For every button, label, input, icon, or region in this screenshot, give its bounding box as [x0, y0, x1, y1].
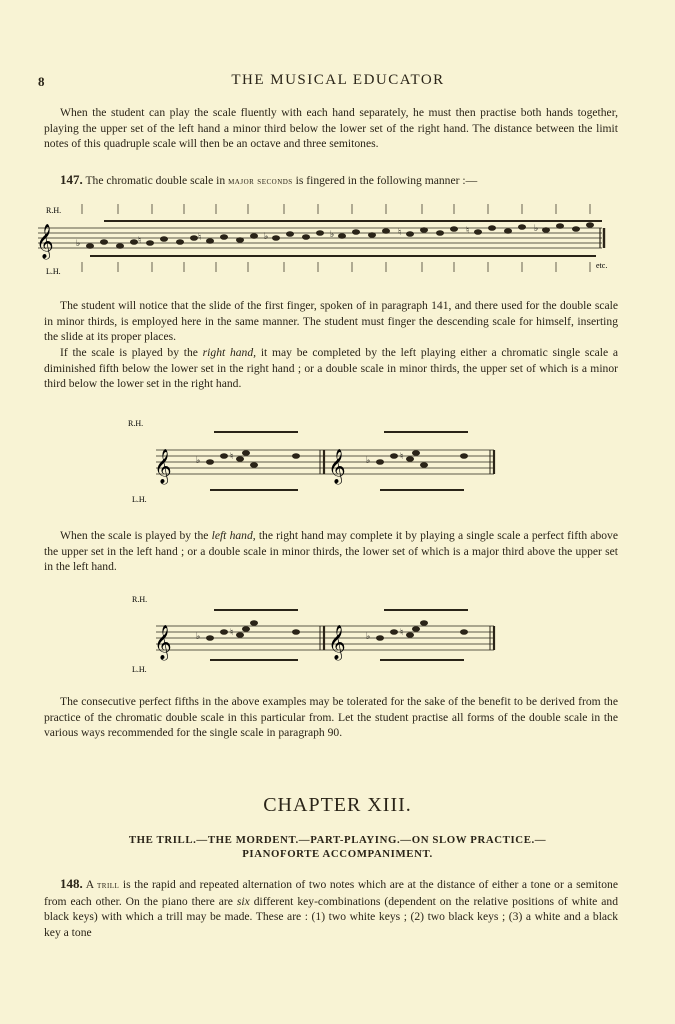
paragraph-text: A: [85, 878, 94, 891]
accidentals: [196, 451, 403, 465]
svg-text:♮: ♮: [466, 225, 470, 235]
svg-text:♮: ♮: [230, 451, 234, 461]
treble-clef-icon: 𝄞: [154, 626, 172, 659]
svg-text:♭: ♭: [76, 238, 81, 248]
svg-text:♭: ♭: [366, 455, 371, 465]
treble-clef-icon: 𝄞: [328, 450, 346, 483]
subheading-line: THE TRILL.—THE MORDENT.—PART-PLAYING.—ON SLOW PRACTICE.—: [128, 834, 547, 846]
notes: [86, 222, 594, 249]
paragraph-text: is fingered in the following manner :—: [295, 174, 478, 187]
svg-text:♭: ♭: [264, 231, 269, 241]
paragraph-consecutive-fifths: The consecutive perfect fifths in the above examples may be tolerated for the sake of the benefit to be derived from the practice of the chromatic double scale in this particular from. Let the student practise all forms of the double scale in the various ways recommended for the single scale in paragraph 90.: [44, 695, 618, 740]
paragraph-small-caps: trill: [97, 880, 120, 891]
left-hand-label: L.H.: [132, 495, 147, 504]
paragraph-text: is the rapid and repeated alternation of two notes which are at the distance of either a tone or a semitone from each other. On the piano there are: [44, 878, 618, 908]
running-head: THE MUSICAL EDUCATOR: [231, 72, 445, 88]
left-hand-label: L.H.: [46, 267, 61, 276]
paragraph-italic: six: [236, 894, 250, 908]
paragraph-text: If the scale is played by the: [60, 346, 198, 359]
right-hand-label: R.H.: [132, 595, 148, 604]
right-hand-label: R.H.: [46, 206, 62, 215]
treble-clef-icon: 𝄞: [36, 225, 54, 258]
paragraph-number: 147.: [60, 172, 83, 187]
treble-clef-icon: 𝄞: [154, 450, 172, 483]
paragraph-left-hand: [44, 528, 618, 575]
music-example-left-hand: [128, 588, 508, 680]
svg-text:♮: ♮: [400, 451, 404, 461]
paragraph-small-caps: major seconds: [228, 176, 293, 187]
paragraph-text: it may be completed by the left playing either a chromatic single scale a diminished fifth below the lower set in the right hand ; or a double scale in minor thirds, the upper set of which is a minor third below the lower set in the right hand.: [44, 346, 618, 391]
paragraph-147: [44, 172, 618, 190]
etc-label: etc.: [596, 261, 608, 270]
chapter-title: CHAPTER XIII.: [263, 794, 412, 816]
right-hand-label: R.H.: [128, 419, 144, 428]
svg-text:♮: ♮: [198, 232, 202, 242]
paragraph-italic: right hand,: [202, 346, 257, 359]
page-header: [38, 70, 638, 90]
paragraph-slide: The student will notice that the slide of the first finger, spoken of in paragraph 141, and there used for the double scale in minor thirds, is employed here in the same manner. The student must finger the descending scale for himself, inserting the slide at its proper places.: [44, 299, 618, 344]
svg-text:♭: ♭: [196, 631, 201, 641]
svg-text:♭: ♭: [366, 631, 371, 641]
paragraph-text: The chromatic double scale in: [85, 174, 226, 187]
left-hand-label: L.H.: [132, 665, 147, 674]
svg-text:♭: ♭: [330, 229, 335, 239]
paragraph-hands-together: When the student can play the scale fluently with each hand separately, he must then practise both hands together, playing the upper set of the left hand a minor third below the lower set of the right hand. The distance between the limit notes of this quadruple scale will then be an octave and three semitones.: [44, 106, 618, 151]
paragraph-text: When the scale is played by the: [60, 529, 209, 542]
chapter-subheading: [60, 833, 615, 861]
page-number: 8: [38, 74, 45, 89]
music-example-chromatic-scale: [34, 196, 624, 278]
svg-text:♮: ♮: [230, 627, 234, 637]
svg-text:♮: ♮: [138, 235, 142, 245]
treble-clef-icon: 𝄞: [328, 626, 346, 659]
paragraph-number: 148.: [60, 876, 83, 891]
paragraph-text: different key-combinations (dependent on the relative positions of white and black keys) with which a trill may be made. These are : (1) two white keys ; (2) two black keys ; (3) a white and a black key a tone: [44, 894, 619, 939]
svg-text:♭: ♭: [196, 455, 201, 465]
paragraph-text: the right hand may complete it by playing a single scale a perfect fifth above the upper set in the left hand ; or a double scale in minor thirds, the lower set of which is a major third above the upper set in the left hand.: [44, 529, 618, 574]
accidentals: [196, 627, 403, 641]
music-example-right-hand: [128, 412, 508, 520]
svg-text:♭: ♭: [534, 223, 539, 233]
paragraph-148: [44, 876, 618, 940]
paragraph-right-hand: [44, 345, 618, 392]
svg-text:♮: ♮: [398, 227, 402, 237]
svg-text:♮: ♮: [400, 627, 404, 637]
paragraph-italic: left hand,: [211, 529, 256, 542]
subheading-line: PIANOFORTE ACCOMPANIMENT.: [242, 848, 433, 860]
